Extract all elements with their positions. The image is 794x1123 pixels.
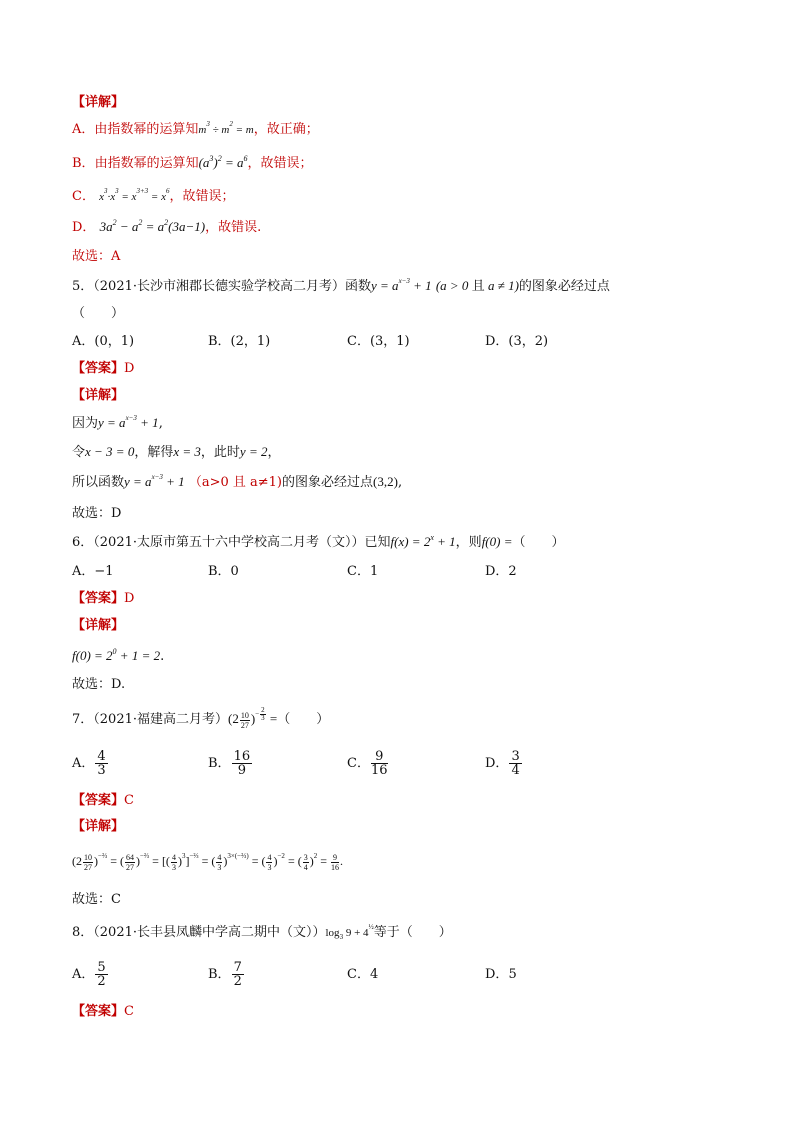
question-5-options (0, 333, 794, 351)
question-text: 的图象必经过点 (518, 279, 610, 294)
option-letter: C． (347, 967, 370, 982)
solution-line-3: 所以函数$y = a^{x-3} + 1$ （a>0 且 a≠1)的图象必经过点(3,2), (72, 473, 403, 490)
option-letter: A． (72, 756, 95, 771)
fraction-denominator: 3 (97, 763, 106, 778)
option-value: 4 (369, 967, 379, 982)
option-d: D．2 (485, 564, 517, 579)
fraction-denominator: 2 (233, 974, 242, 989)
answer-label: 【答案】 (72, 1004, 125, 1019)
math-expression: x = 3 (173, 444, 201, 459)
option-letter: B． (208, 756, 231, 771)
fraction-denominator: 2 (97, 974, 106, 989)
option-letter: A． (72, 122, 95, 137)
math-expression: f(0) = (481, 534, 513, 549)
option-c (347, 747, 389, 781)
question-source: （2021·长丰县凤麟中学高二期中（文）） (93, 925, 326, 940)
solution-line-c (72, 188, 235, 206)
math-expression: (a > 0 且 a ≠ 1) (435, 278, 519, 293)
solution-line-a (72, 121, 319, 139)
option-letter: B． (208, 967, 231, 982)
option-letter: D． (485, 756, 509, 771)
solution-text: 所以函数 (72, 475, 125, 490)
answer-label: 【答案】 (72, 361, 125, 376)
answer-paren: （ ） (72, 306, 125, 321)
fraction-numerator: 3 (511, 749, 520, 764)
question-text: 等于 (373, 925, 400, 940)
option-letter: B． (72, 156, 95, 171)
solution-line-b (72, 154, 313, 173)
option-letter: D． (72, 220, 96, 235)
answer-value: D (124, 361, 135, 376)
option-letter: A． (72, 967, 95, 982)
fraction-numerator: 5 (97, 960, 106, 975)
detail-heading: 【详解】 (72, 388, 125, 403)
choose-line: 故选：C (72, 892, 121, 907)
option-d (485, 747, 523, 781)
fraction-denominator: 4 (511, 763, 520, 778)
option-b (208, 747, 253, 781)
option-c (347, 958, 378, 992)
solution-text: 因为 (72, 416, 99, 431)
solution-text: 的图象必经过点 (282, 475, 374, 490)
option-c: C．1 (347, 564, 379, 579)
math-expression: $x^3\cdot x^3 = x^{3+3} = x^6$ (99, 187, 170, 203)
option-d (485, 958, 517, 992)
option-a: A．(0，1) (72, 334, 135, 349)
fraction-denominator: 9 (237, 763, 246, 778)
solution-text: ，故错误. (205, 220, 262, 235)
question-text: 函数 (345, 279, 372, 294)
answer-line (72, 792, 134, 810)
option-value: 5 (508, 967, 517, 982)
option-b: B．(2，1) (208, 334, 271, 349)
question-7-stem (72, 707, 329, 730)
math-expression: $3a^2 - a^2 = a^2(3a-1)$ (99, 218, 206, 234)
question-source: （2021·太原市第五十六中学校高二月考（文）） (93, 535, 365, 550)
solution-line-1: $f(0) = 2^0 + 1 = 2$. (72, 647, 165, 664)
question-8-stem (72, 924, 452, 946)
question-number: 8． (72, 925, 94, 940)
math-expression: (3,2) (373, 474, 398, 489)
solution-line-2: 令x − 3 = 0，解得x = 3，此时y = 2， (72, 444, 281, 460)
solution-line-1 (72, 846, 343, 876)
math-expression: (2 $\frac{10}{27}$ )$^{-\frac{2}{3}}$ = ( $\frac{64}{27}$ )$^{-\frac{2}{3}}$ = [( $\frac{4}{3}$ )$^3$]$^{-\frac{2}{3}}$ = ( $\frac{4}{3}$ )$^{3\times(-\frac{2}{3})}$ = ( $\frac{4}{3}$ )$^{-2}$ = ( $\frac{3}{4}$ )$^2$ = $\frac{9}{16}$ . (72, 852, 343, 872)
condition-text: （a>0 且 a≠1) (188, 475, 282, 490)
detail-heading: 【详解】 (72, 618, 125, 633)
solution-text: 由指数幂的运算知 (94, 122, 199, 137)
fraction-numerator: 9 (371, 750, 388, 764)
solution-line-1: 因为$y = a^{x-3} + 1$, (72, 414, 163, 431)
detail-heading: 【详解】 (72, 95, 125, 110)
option-c: C．(3，1) (347, 334, 410, 349)
answer-label: 【答案】 (72, 793, 125, 808)
option-b (208, 958, 245, 992)
question-source: （2021·福建高二月考） (93, 712, 228, 728)
solution-text: ，故错误； (169, 189, 235, 204)
math-expression: $(a^3)^2 = a^6$ (198, 154, 248, 170)
question-7-options (0, 747, 794, 781)
option-letter: C． (347, 756, 370, 771)
fraction-numerator: 16 (233, 749, 251, 764)
answer-paren: （ ） (277, 712, 330, 728)
question-6-options (0, 563, 794, 581)
math-expression: $m^3 \div m^2 = m$ (198, 120, 254, 136)
math-expression: $y = a^{x-3} + 1$ (124, 473, 185, 489)
question-source: （2021·长沙市湘郡长德实验学校高二月考） (93, 279, 345, 294)
answer-line (72, 1003, 134, 1021)
math-expression: $f(x) = 2^x + 1$ (390, 533, 456, 549)
option-a (72, 958, 109, 992)
solution-text: 由指数幂的运算知 (94, 156, 199, 171)
fraction-numerator: 7 (233, 960, 242, 975)
option-a: A．−1 (72, 564, 114, 579)
math-expression: $f(0) = 2^0 + 1 = 2$ (72, 647, 161, 663)
question-text: 已知 (364, 535, 391, 550)
solution-text: ，故正确； (253, 122, 319, 137)
option-a (72, 747, 109, 781)
choose-line: 故选：A (72, 249, 121, 264)
question-8-options (0, 958, 794, 992)
solution-text: ，解得 (134, 445, 174, 460)
question-text: ，则 (455, 535, 482, 550)
answer-paren: （ ） (399, 925, 452, 940)
answer-value: C (124, 1004, 134, 1019)
math-expression: $\log_3 9 + 4^{\frac{1}{2}}$ (325, 923, 374, 942)
answer-line (72, 360, 134, 378)
question-6-stem (72, 533, 565, 552)
math-expression: $y = a^{x-3} + 1$ (371, 277, 432, 293)
question-number: 6． (72, 535, 94, 550)
answer-value: D (124, 591, 135, 606)
solution-text: ，此时 (200, 445, 240, 460)
solution-text: ，故错误； (247, 156, 313, 171)
question-5-stem (72, 277, 610, 296)
math-expression: $y = a^{x-3} + 1$ (98, 414, 159, 430)
choose-line: 故选：D. (72, 677, 126, 692)
math-expression: (2 $\frac{10}{27}$ )$^{- \frac{2}{3}}$ = (228, 706, 278, 730)
question-number: 7． (72, 712, 94, 728)
option-b: B．0 (208, 564, 239, 579)
solution-text: 令 (72, 445, 86, 460)
fraction-denominator: 16 (370, 763, 388, 778)
math-expression: y = 2 (239, 444, 268, 459)
option-d: D．(3，2) (485, 334, 549, 349)
answer-line (72, 590, 134, 608)
option-letter: C． (72, 189, 95, 204)
answer-paren: （ ） (512, 535, 565, 550)
fraction-numerator: 4 (97, 749, 106, 764)
question-number: 5． (72, 279, 94, 294)
detail-heading: 【详解】 (72, 819, 125, 834)
answer-label: 【答案】 (72, 591, 125, 606)
solution-line-d (72, 218, 261, 237)
option-letter: D． (485, 967, 509, 982)
math-expression: x − 3 = 0 (85, 444, 135, 459)
answer-value: C (124, 793, 134, 808)
choose-line: 故选：D (72, 506, 122, 521)
